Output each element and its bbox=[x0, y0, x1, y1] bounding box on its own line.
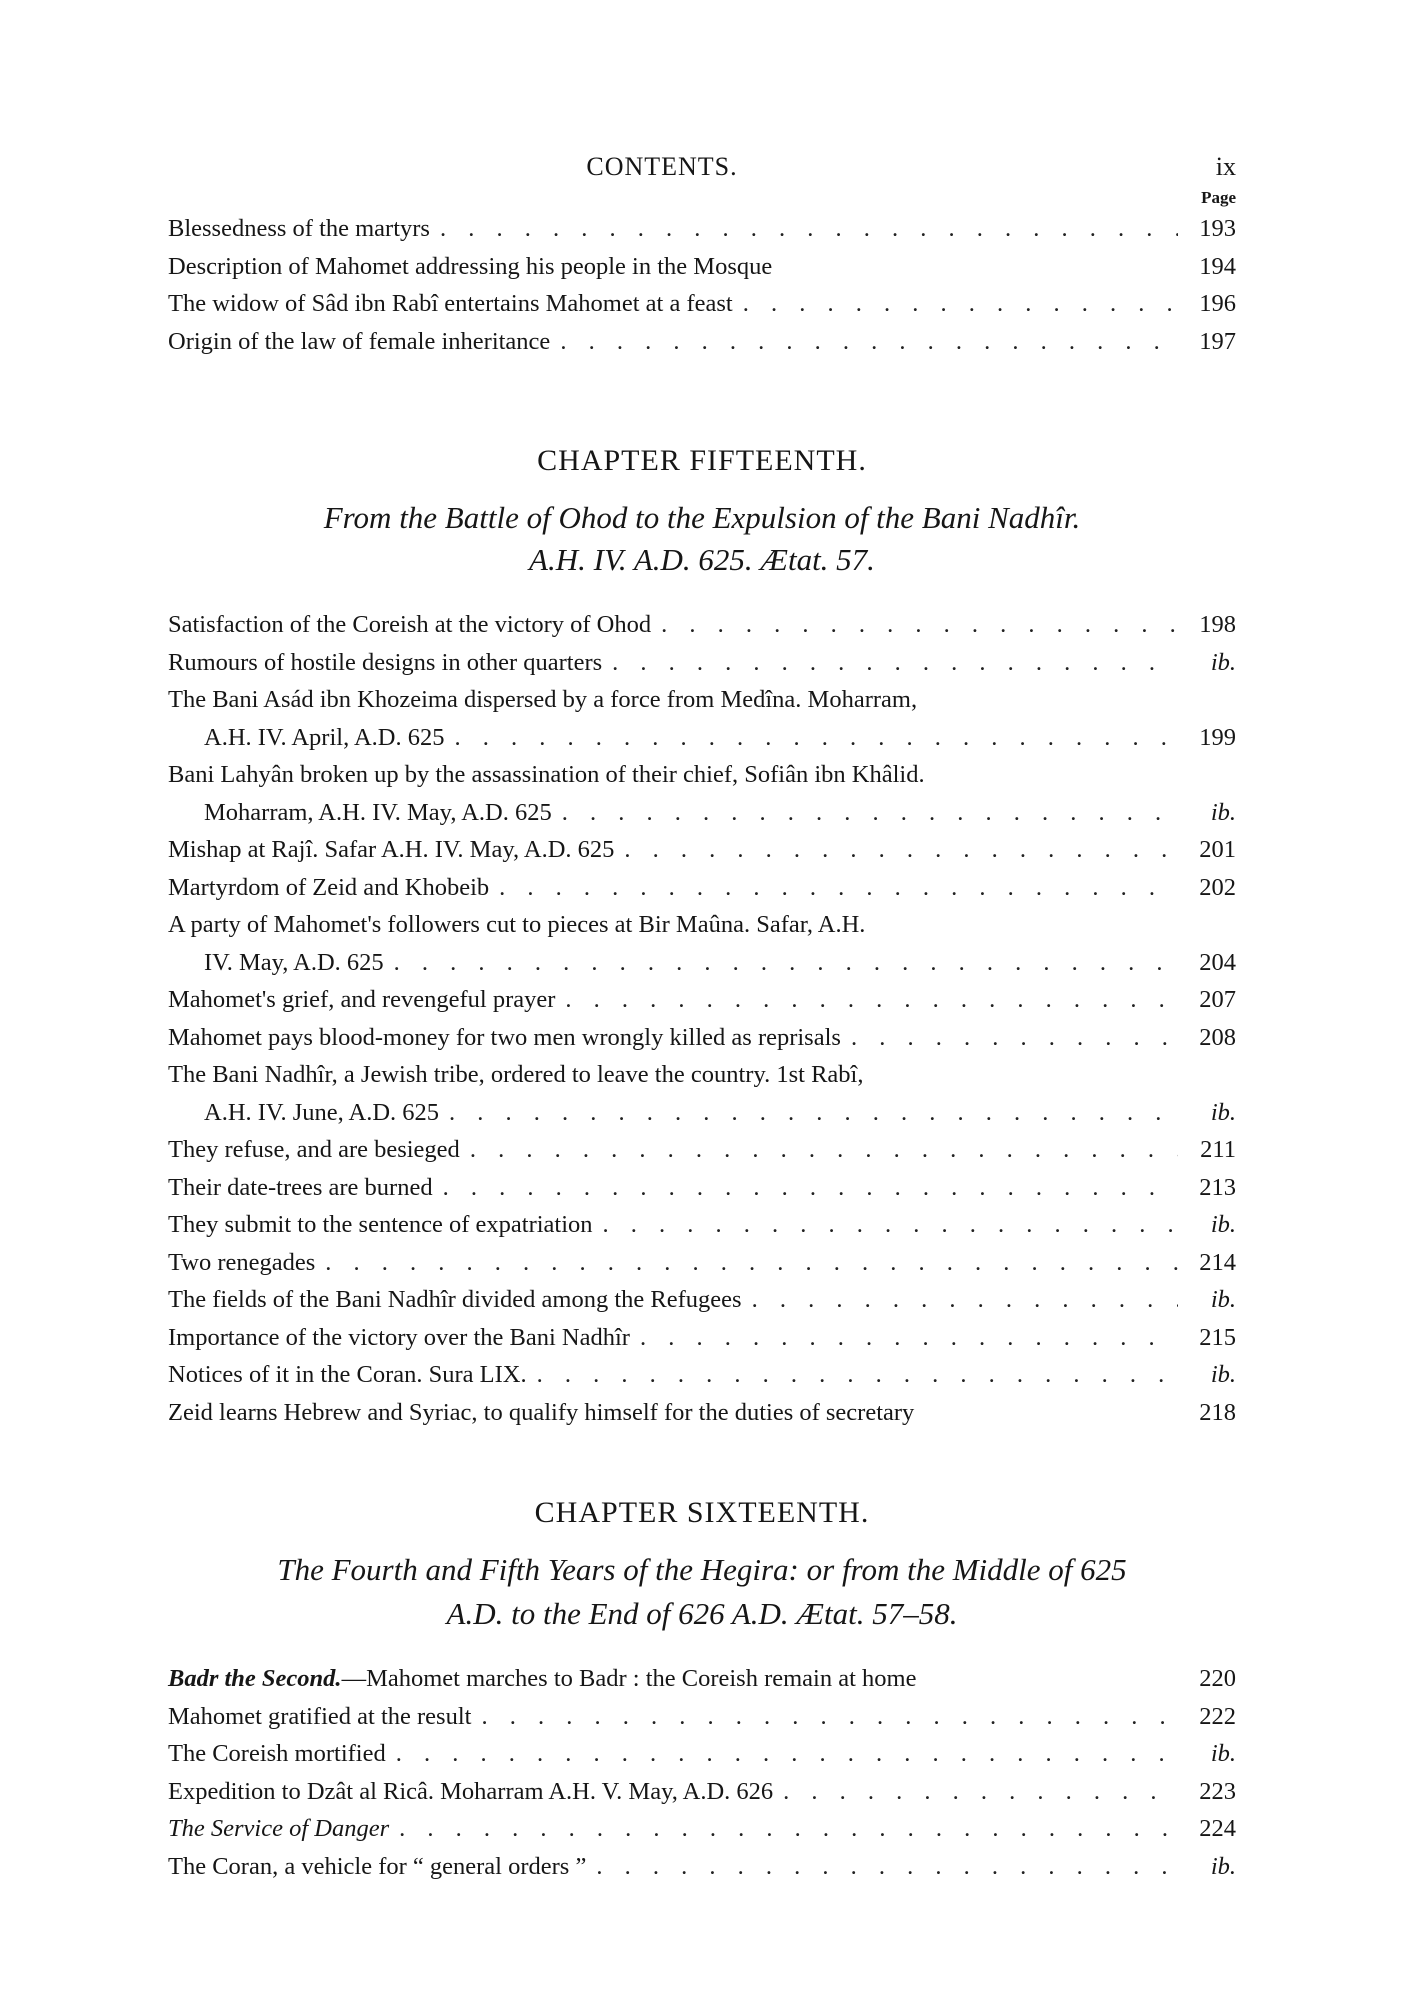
entry-page: ib. bbox=[1210, 1286, 1236, 1313]
entry-text: The fields of the Bani Nadhîr divided among the Refugees bbox=[168, 1286, 742, 1313]
dot-leader bbox=[651, 606, 1178, 644]
dot-leader bbox=[773, 1773, 1178, 1811]
entry-page: 211 bbox=[1200, 1136, 1236, 1163]
entry-text: Two renegades bbox=[168, 1248, 316, 1276]
entry-text: Zeid learns Hebrew and Syriac, to qualify himself for the duties of secretary bbox=[168, 1398, 915, 1426]
entry-page: 208 bbox=[1199, 1023, 1236, 1051]
entry-text: Blessedness of the martyrs bbox=[168, 215, 430, 242]
contents-entry bbox=[168, 1281, 1236, 1319]
entry-page: ib. bbox=[1210, 648, 1236, 676]
dot-leader bbox=[586, 1848, 1178, 1886]
dot-leader bbox=[386, 1735, 1178, 1773]
contents-entry bbox=[168, 906, 1236, 981]
contents-entry bbox=[168, 1206, 1236, 1244]
entry-page: ib. bbox=[1210, 798, 1236, 826]
entry-text-continued: Moharram, A.H. IV. May, A.D. 625 bbox=[204, 798, 552, 826]
contents-entry bbox=[168, 831, 1236, 869]
entry-text: Importance of the victory over the Bani Nadhîr bbox=[168, 1323, 630, 1351]
entry-text-continued: IV. May, A.D. 625 bbox=[204, 948, 384, 976]
entry-page: 222 bbox=[1199, 1702, 1236, 1730]
entry-text: Mahomet pays blood-money for two men wrongly killed as reprisals bbox=[168, 1023, 841, 1051]
contents-entry bbox=[168, 285, 1236, 323]
page-column-label: Page bbox=[1201, 188, 1236, 207]
entry-page: ib. bbox=[1210, 1852, 1236, 1880]
entry-text: Their date-trees are burned bbox=[168, 1173, 433, 1201]
dot-leader bbox=[555, 981, 1178, 1019]
contents-entry bbox=[168, 323, 1236, 361]
entry-page: 223 bbox=[1199, 1777, 1236, 1805]
dot-leader bbox=[602, 644, 1178, 682]
entry-text-wrap bbox=[168, 1660, 916, 1698]
entry-text: The Bani Asád ibn Khozeima dispersed by a force from Medîna. Moharram, bbox=[168, 686, 918, 713]
dot-leader bbox=[471, 1698, 1178, 1736]
dot-leader bbox=[630, 1319, 1178, 1357]
entry-text: Mishap at Rajî. Safar A.H. IV. May, A.D. 625 bbox=[168, 836, 615, 863]
entry-page: ib. bbox=[1210, 1098, 1236, 1126]
running-title: CONTENTS. bbox=[586, 152, 738, 181]
contents-entry bbox=[168, 644, 1236, 682]
contents-entry bbox=[168, 210, 1236, 248]
entry-text: Description of Mahomet addressing his people in the Mosque bbox=[168, 252, 773, 280]
entry-text: Origin of the law of female inheritance bbox=[168, 327, 551, 355]
entry-text: Martyrdom of Zeid and Khobeib bbox=[168, 873, 490, 901]
contents-list-previous bbox=[168, 210, 1236, 360]
entry-page: 224 bbox=[1199, 1815, 1236, 1842]
chapter-subtitle: From the Battle of Ohod to the Expulsion of the Bani Nadhîr. bbox=[323, 500, 1081, 535]
contents-entry bbox=[168, 1169, 1236, 1207]
contents-entry bbox=[168, 1848, 1236, 1886]
entry-page: 196 bbox=[1199, 290, 1236, 317]
contents-entry bbox=[168, 1019, 1236, 1057]
entry-text: The Coran, a vehicle for “ general orders ” bbox=[168, 1852, 587, 1880]
entry-text: Notices of it in the Coran. Sura LIX. bbox=[168, 1361, 527, 1388]
contents-entry bbox=[168, 681, 1236, 756]
contents-list-chapter-15 bbox=[168, 606, 1236, 1431]
contents-entry bbox=[168, 1356, 1236, 1394]
dot-leader bbox=[550, 323, 1178, 361]
entry-text: Bani Lahyân broken up by the assassination of their chief, Sofiân ibn Khâlid. bbox=[168, 761, 925, 788]
contents-entry bbox=[168, 1056, 1236, 1131]
contents-entry bbox=[168, 1244, 1236, 1282]
entry-page: 202 bbox=[1199, 873, 1236, 901]
dot-leader bbox=[444, 719, 1178, 757]
entry-text: They submit to the sentence of expatriation bbox=[168, 1211, 593, 1238]
entry-page: 214 bbox=[1199, 1248, 1236, 1276]
contents-entry bbox=[168, 1319, 1236, 1357]
contents-entry bbox=[168, 1660, 1236, 1698]
entry-page: 215 bbox=[1199, 1323, 1236, 1351]
entry-text: The widow of Sâd ibn Rabî entertains Mahomet at a feast bbox=[168, 290, 733, 317]
entry-text: Satisfaction of the Coreish at the victory of Ohod bbox=[168, 611, 652, 638]
entry-page: 213 bbox=[1199, 1173, 1236, 1201]
entry-text: The Service of Danger bbox=[168, 1815, 390, 1842]
entry-page: 197 bbox=[1199, 327, 1236, 355]
entry-page: ib. bbox=[1210, 1361, 1236, 1388]
entry-text-continued: A.H. IV. June, A.D. 625 bbox=[204, 1098, 440, 1126]
entry-page: 194 bbox=[1199, 252, 1236, 280]
contents-entry bbox=[168, 1131, 1236, 1169]
dot-leader bbox=[841, 1019, 1178, 1057]
dot-leader bbox=[389, 1810, 1178, 1848]
chapter-dates: A.H. IV. A.D. 625. Ætat. 57. bbox=[529, 542, 875, 577]
entry-page: 199 bbox=[1199, 723, 1236, 751]
dot-leader bbox=[733, 285, 1178, 323]
contents-list-chapter-16 bbox=[168, 1660, 1236, 1885]
dot-leader bbox=[315, 1244, 1178, 1282]
entry-text: Mahomet gratified at the result bbox=[168, 1702, 472, 1730]
dot-leader bbox=[552, 794, 1178, 832]
entry-text: They refuse, and are besieged bbox=[168, 1136, 460, 1163]
entry-page: ib. bbox=[1210, 1740, 1236, 1767]
entry-text: Rumours of hostile designs in other quarters bbox=[168, 648, 603, 676]
dot-leader bbox=[433, 1169, 1178, 1207]
contents-entry bbox=[168, 1773, 1236, 1811]
entry-text: Mahomet's grief, and revengeful prayer bbox=[168, 986, 556, 1013]
dot-leader bbox=[384, 944, 1178, 982]
dot-leader bbox=[430, 210, 1178, 248]
chapter-title: CHAPTER SIXTEENTH. bbox=[534, 1496, 870, 1529]
entry-lead-italic: Badr the Second. bbox=[168, 1665, 342, 1692]
page-header bbox=[168, 152, 1236, 186]
entry-page: 193 bbox=[1199, 215, 1236, 242]
contents-entry bbox=[168, 1810, 1236, 1848]
entry-text: Expedition to Dzât al Ricâ. Moharram A.H. V. May, A.D. 626 bbox=[168, 1777, 774, 1805]
entry-page: 204 bbox=[1199, 948, 1236, 976]
contents-entry bbox=[168, 606, 1236, 644]
entry-text: —Mahomet marches to Badr : the Coreish remain at home bbox=[341, 1665, 917, 1692]
contents-entry bbox=[168, 756, 1236, 831]
dot-leader bbox=[614, 831, 1178, 869]
entry-page: 220 bbox=[1199, 1665, 1236, 1692]
dot-leader bbox=[489, 869, 1178, 907]
entry-page: ib. bbox=[1210, 1211, 1236, 1238]
entry-text: The Coreish mortified bbox=[168, 1740, 386, 1767]
chapter-title: CHAPTER FIFTEENTH. bbox=[537, 444, 867, 477]
contents-entry bbox=[168, 981, 1236, 1019]
dot-leader bbox=[439, 1094, 1178, 1132]
entry-page: 201 bbox=[1199, 836, 1236, 863]
contents-entry bbox=[168, 869, 1236, 907]
dot-leader bbox=[593, 1206, 1178, 1244]
entry-text-continued: A.H. IV. April, A.D. 625 bbox=[204, 723, 445, 751]
entry-page: 198 bbox=[1199, 611, 1236, 638]
dot-leader bbox=[527, 1356, 1178, 1394]
entry-text: A party of Mahomet's followers cut to pieces at Bir Maûna. Safar, A.H. bbox=[168, 911, 866, 938]
chapter-dates: A.D. to the End of 626 A.D. Ætat. 57–58. bbox=[446, 1596, 958, 1631]
contents-entry bbox=[168, 248, 1236, 286]
dot-leader bbox=[460, 1131, 1178, 1169]
contents-entry bbox=[168, 1735, 1236, 1773]
contents-entry bbox=[168, 1698, 1236, 1736]
folio-number: ix bbox=[1215, 152, 1236, 181]
dot-leader bbox=[742, 1281, 1178, 1319]
entry-page: 218 bbox=[1199, 1398, 1236, 1426]
entry-page: 207 bbox=[1199, 986, 1236, 1013]
contents-entry bbox=[168, 1394, 1236, 1432]
chapter-subtitle: The Fourth and Fifth Years of the Hegira: or from the Middle of 625 bbox=[277, 1552, 1127, 1587]
entry-text: The Bani Nadhîr, a Jewish tribe, ordered to leave the country. 1st Rabî, bbox=[168, 1061, 864, 1088]
